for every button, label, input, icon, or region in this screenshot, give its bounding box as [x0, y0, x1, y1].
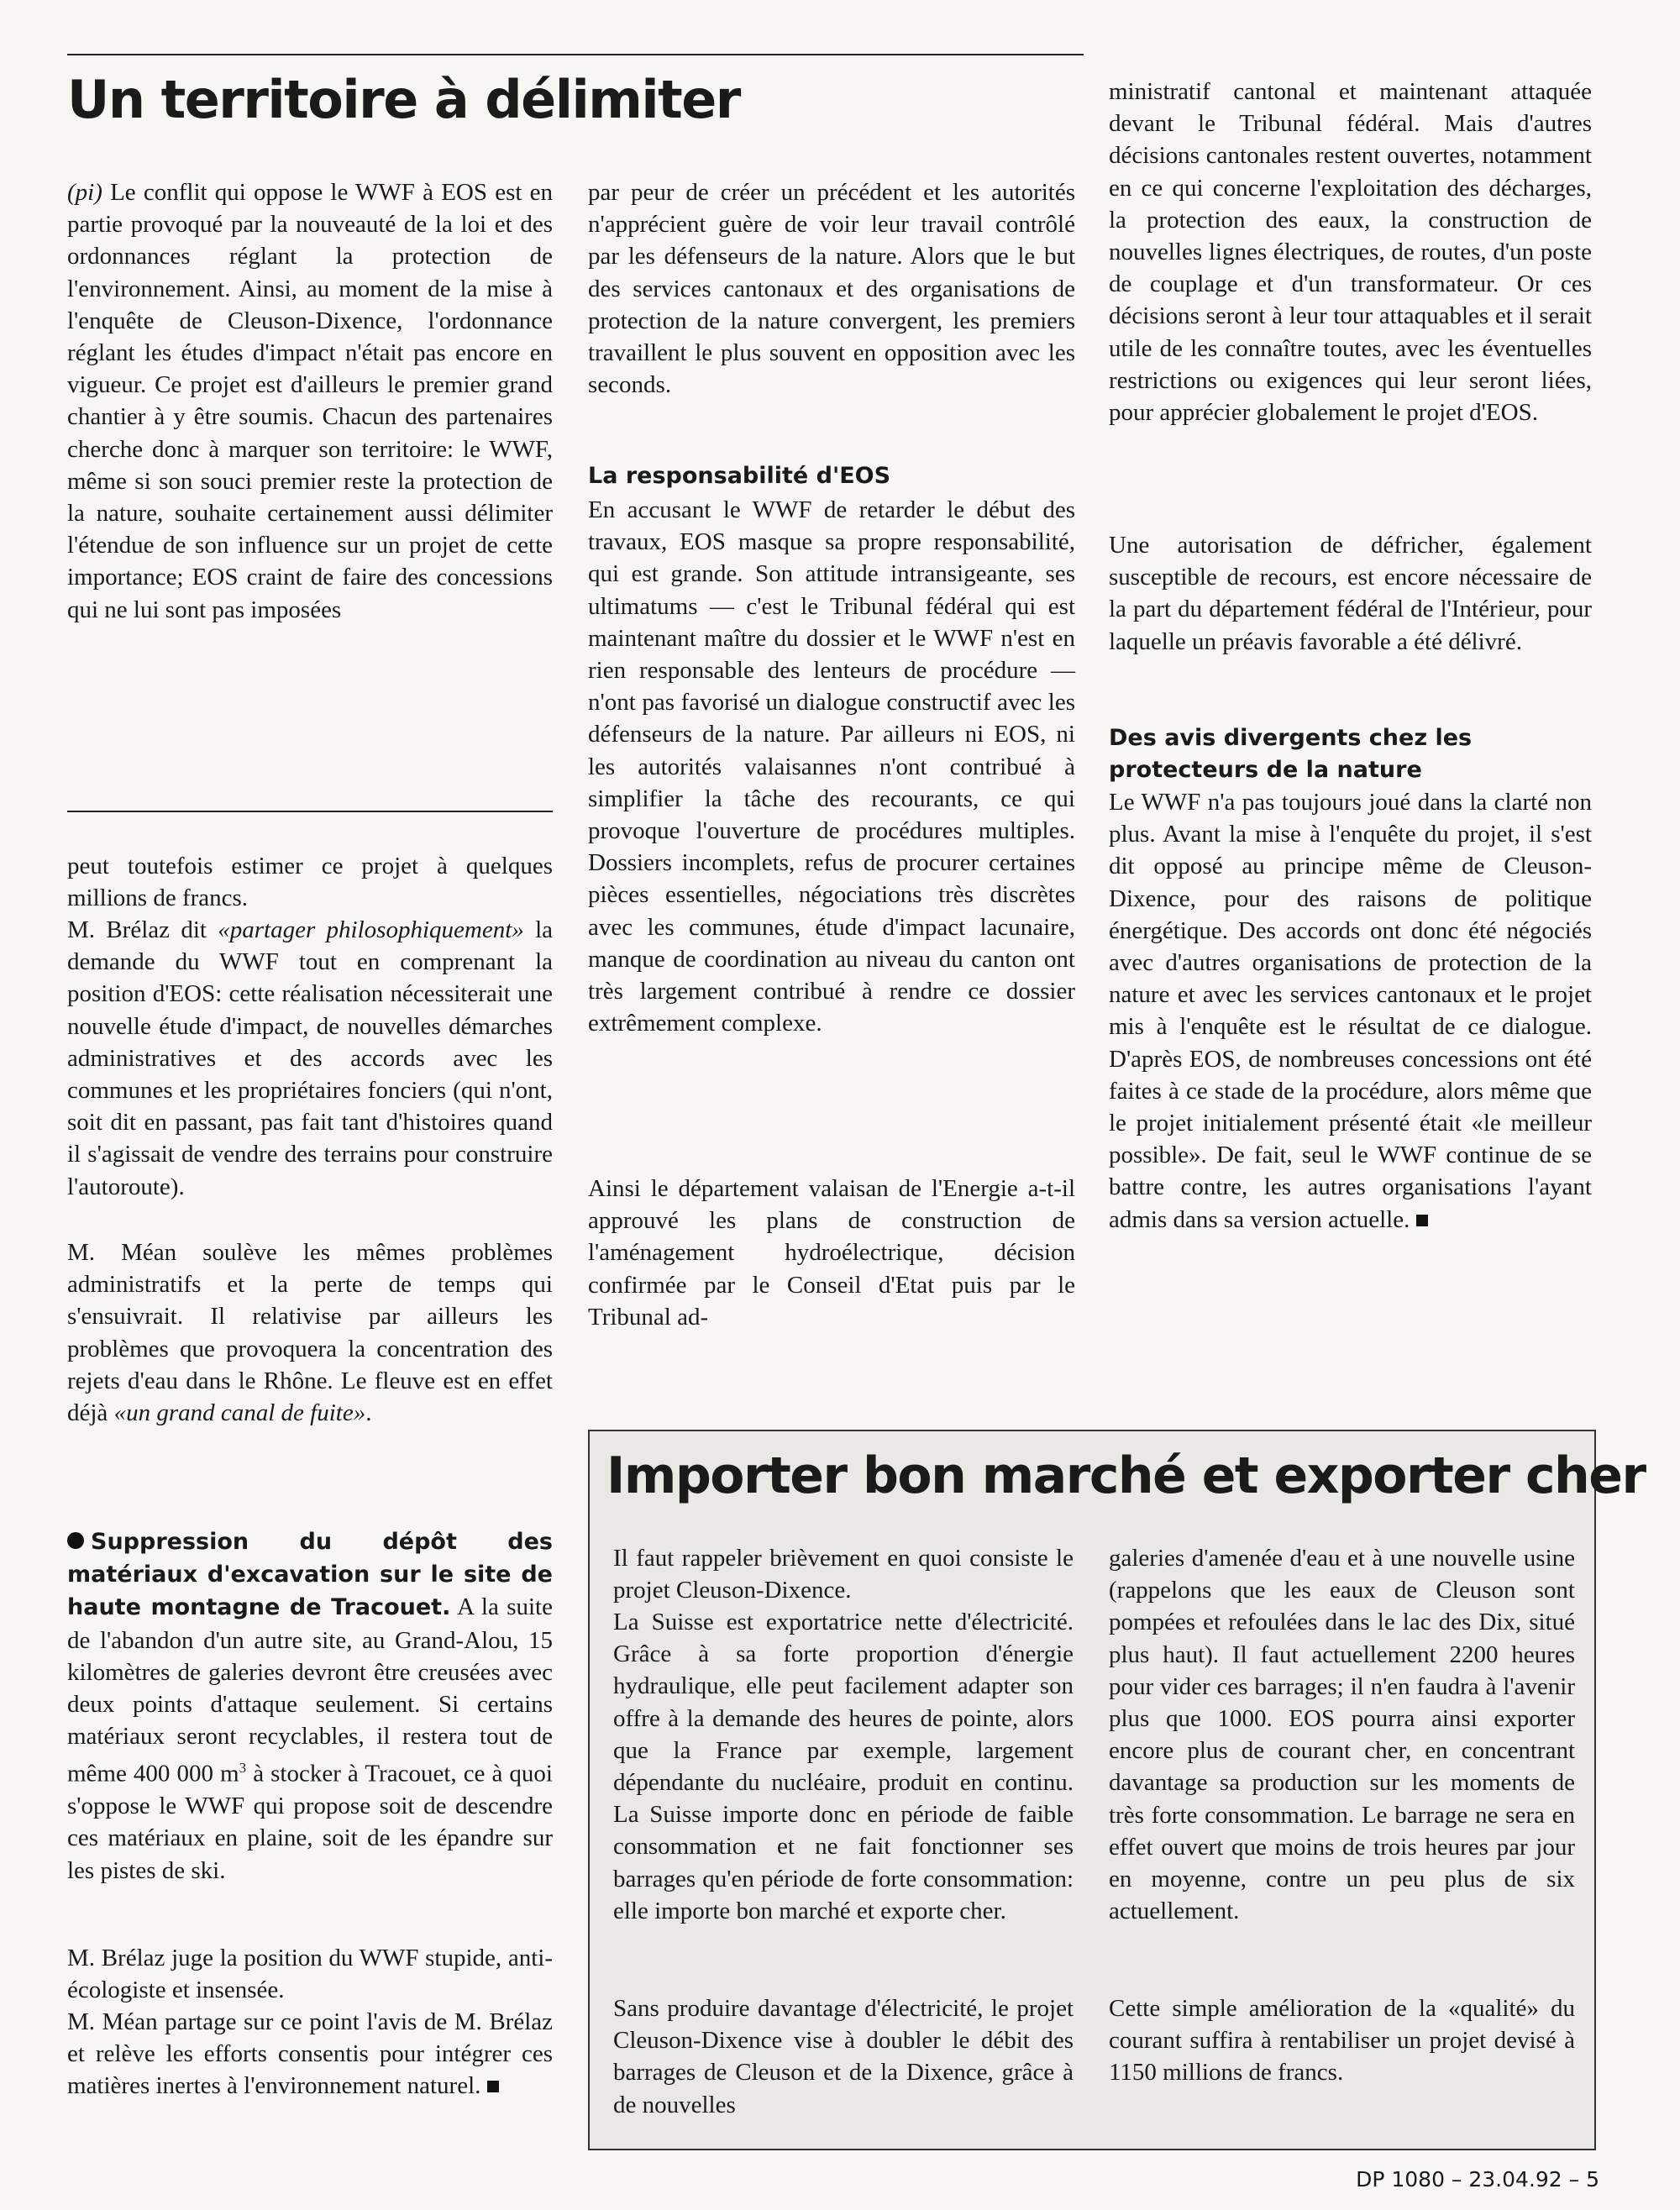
- left-col-paragraph-3: [67, 1236, 553, 1429]
- intro-text: Le conflit qui oppose le WWF à EOS est en partie provoqué par la nouveauté de la loi et des ordonnances réglant la protection de l'environnement. Ainsi, au moment de la mise à l'enquête de Cleuson-Dixence, l'ordonnance réglant les études d'impact n'était pas encore en vigueur. Ce projet est d'ailleurs le premier grand chantier à y être soumis. Chacun des partenaires cherche donc à marquer son territoire: le WWF, même si son souci premier reste la protection de la nature, souhaite certainement aussi délimiter l'étendue de son influence sur un projet de cette importance; EOS craint de faire des concessions qui ne lui sont pas imposées: [67, 179, 553, 623]
- box-col2-paragraph-2: Cette simple amélioration de la «qualité» du courant suffira à rentabiliser un projet devisé à 1150 millions de francs.: [1109, 1995, 1575, 2087]
- p6-text: M. Méan partage sur ce point l'avis de M. Brélaz et relève les efforts consentis pour intégrer ces matières inertes à l'environnement naturel.: [67, 2008, 553, 2100]
- end-mark-icon: [1416, 1215, 1428, 1226]
- box-col1-paragraph-1: Il faut rappeler brièvement en quoi consiste le projet Cleuson-Dixence.: [613, 1545, 1074, 1604]
- article-col3-paragraph-1: ministratif cantonal et maintenant attaquée devant le Tribunal fédéral. Mais d'autres décisions cantonales restent ouvertes, notamment en ce qui concerne l'exploitation des décharges, la protection des eaux, la construction de nouvelles lignes électriques, de routes, d'un poste de couplage et d'un transformateur. Or ces décisions seront à leur tour attaquables et il serait utile de les connaître toutes, avec les éventuelles restrictions ou exigences qui leur seront liées, pour apprécier globalement le projet d'EOS.: [1109, 78, 1592, 427]
- bullet-icon: [67, 1532, 84, 1549]
- top-rule: [67, 54, 1084, 55]
- article-col2-paragraph-3: Ainsi le département valaisan de l'Energie a-t-il approuvé les plans de construction de l'aménagement hydroélectrique, décision confirmée par le Conseil d'Etat puis par le Tribunal ad-: [588, 1175, 1075, 1331]
- p4-superscript: 3: [239, 1760, 247, 1777]
- p3-quote: «un grand canal de fuite»: [113, 1399, 366, 1427]
- left-col-paragraph-2: [67, 914, 553, 1203]
- subhead-avis-divergents: Des avis divergents chez les protecteurs de la nature: [1109, 725, 1473, 783]
- box-col1-paragraph-3: Sans produire davantage d'électricité, le projet Cleuson-Dixence vise à doubler le débit des barrages de Cleuson et de la Dixence, grâce à de nouvelles: [613, 1995, 1074, 2118]
- col3-p3-text: Le WWF n'a pas toujours joué dans la clarté non plus. Avant la mise à l'enquête du projet, il s'est dit opposé au principe même de Cleuson-Dixence, pour des raisons de politique énergétique. Des accords ont donc été négociés avec d'autres organisations de protection de la nature et avec les services cantonaux et le projet mis à l'enquête est le résultat de ce dialogue. D'après EOS, de nombreuses concessions ont été faites à ce stade de la procédure, alors même que le projet initialement présenté était «le meilleur possible». De fait, seul le WWF continue de se battre contre, les autres organisations l'ayant admis dans sa version actuelle.: [1109, 789, 1592, 1233]
- article-col3-paragraph-3: [1109, 786, 1592, 1236]
- subhead-responsabilite: La responsabilité d'EOS: [588, 463, 891, 489]
- end-mark-icon: [487, 2081, 499, 2092]
- page-folio: DP 1080 – 23.04.92 – 5: [1356, 2167, 1599, 2192]
- article-col2-paragraph-1: par peur de créer un précédent et les autorités n'apprécient guère de voir leur travail contrôlé par les défenseurs de la nature. Alors que le but des services cantonaux et des organisations de protection de la nature convergent, les premiers travaillent le plus souvent en opposition avec les seconds.: [588, 179, 1075, 399]
- p3-text-b: .: [365, 1399, 372, 1427]
- box-col1-paragraph-2: La Suisse est exportatrice nette d'électricité. Grâce à sa forte proportion d'énergie hydraulique, elle peut facilement adapter son offre à la demande des heures de pointe, alors que la France par exemple, largement dépendante du nucléaire, produit en continu. La Suisse importe donc en période de faible consommation et ne fait fonctionner ses barrages qu'en période de forte consommation: elle importe bon marché et exporte cher.: [613, 1609, 1074, 1924]
- p2-quote: «partager philosophiquement»: [218, 916, 524, 943]
- article-title: Un territoire à délimiter: [67, 69, 740, 130]
- article-col3-paragraph-2: Une autorisation de défricher, également susceptible de recours, est encore nécessaire de la part du département fédéral de l'Intérieur, pour laquelle un préavis favorable a été délivré.: [1109, 532, 1592, 655]
- p4-text-a: A la suite de l'abandon d'un autre site, au Grand-Alou, 15 kilomètres de galeries devront être creusées avec deux points d'attaque seulement. Si certains matériaux seront recyclables, il restera tout de même 400 000 m: [67, 1593, 553, 1788]
- box-title: Importer bon marché et exporter cher: [606, 1446, 1646, 1505]
- left-column-rule: [67, 811, 553, 812]
- left-col-paragraph-1: peut toutefois estimer ce projet à quelques millions de francs.: [67, 853, 553, 912]
- p2-text-a: M. Brélaz dit: [67, 916, 218, 943]
- p2-text-b: la demande du WWF tout en comprenant la position d'EOS: cette réalisation nécessiterait une nouvelle étude d'impact, de nouvelles démarches administratives et des accords avec les communes et les propriétaires fonciers (qui n'ont, soit dit en passant, pas fait tant d'histoires quand il s'agissait de vendre des terrains pour construire l'autoroute).: [67, 916, 554, 1200]
- intro-initials: (pi): [67, 179, 102, 206]
- p4-text-b: à stocker à Tracouet, ce à quoi s'oppose le WWF qui propose soit de descendre ces matériaux en plaine, soit de les épandre sur les pistes de ski.: [67, 1761, 553, 1884]
- p3-text-a: M. Méan soulève les mêmes problèmes administratifs et la perte de temps qui s'ensuivrait. Il relativise par ailleurs les problèmes que provoquera la concentration des rejets d'eau dans le Rhône. Le fleuve est en effet déjà: [67, 1239, 553, 1427]
- box-col2-paragraph-1: galeries d'amenée d'eau et à une nouvelle usine (rappelons que les eaux de Cleuson sont pompées et refoulées dans le lac des Dix, situé plus haut). Il faut actuellement 2200 heures pour vider ces barrages; il n'en faudra à l'avenir plus que 1000. EOS pourra ainsi exporter encore plus de courant cher, en concentrant davantage sa production sur les moments de très forte consommation. Le barrage ne sera en effet ouvert que moins de trois heures par jour en moyenne, contre un peu plus de six actuellement.: [1109, 1545, 1575, 1925]
- article-col2-paragraph-2: En accusant le WWF de retarder le début des travaux, EOS masque sa propre responsabilité, qui est grande. Son attitude intransigeante, ses ultimatums — c'est le Tribunal fédéral qui est maintenant maître du dossier et le WWF n'est en rien responsable des lenteurs de procédure — n'ont pas favorisé un dialogue constructif avec les défenseurs de la nature. Par ailleurs ni EOS, ni les autorités valaisannes n'ont contribué à simplifier la tâche des recourants, ce qui provoque l'ouverture de procédures multiples. Dossiers incomplets, refus de procurer certaines pièces essentielles, négociations très discrètes avec les communes, étude d'impact lacunaire, manque de coordination au niveau du canton ont très largement contribué à rendre ce dossier extrêmement complexe.: [588, 496, 1075, 1037]
- p4-heading: Suppression du dépôt des matériaux d'excavation sur le site de haute montagne de Tracouet.: [67, 1529, 553, 1621]
- left-col-paragraph-6: [67, 2006, 553, 2102]
- article-col1-intro: [67, 176, 553, 626]
- left-col-paragraph-5: M. Brélaz juge la position du WWF stupide, anti-écologiste et insensée.: [67, 1945, 553, 2004]
- left-col-paragraph-4: [67, 1525, 553, 1887]
